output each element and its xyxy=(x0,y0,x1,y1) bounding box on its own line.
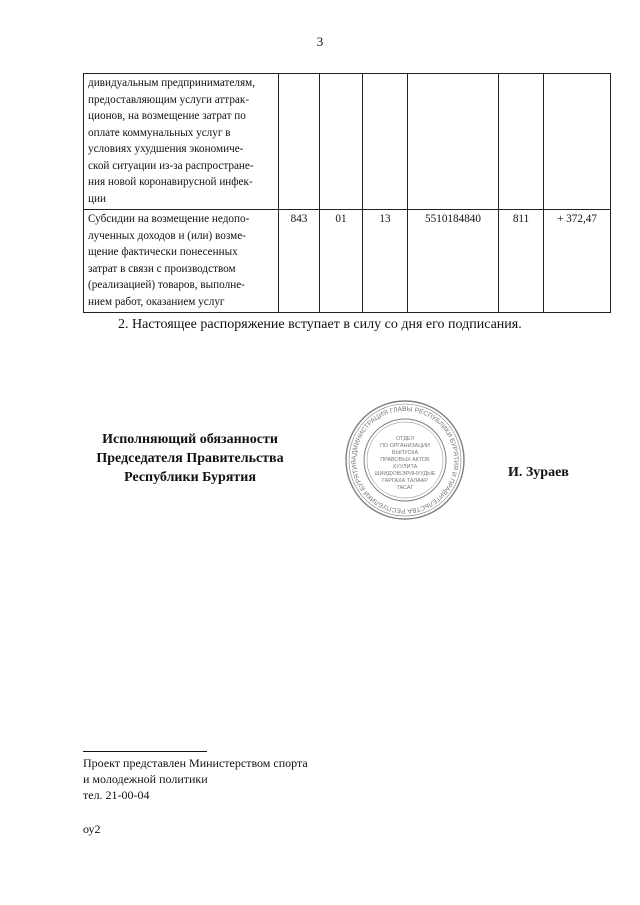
seal-center-line: ГАРГАХА ТАЛААР xyxy=(382,478,428,484)
seal-center-line: ПО ОРГАНИЗАЦИИ xyxy=(380,443,430,449)
footnote-line: Проект представлен Министерством спорта xyxy=(83,756,308,770)
table-cell-csr xyxy=(408,74,499,210)
table-cell-csr: 5510184840 xyxy=(408,210,499,313)
description-line: затрат в связи с производством xyxy=(88,262,236,275)
table-row xyxy=(84,210,611,313)
footnote-line: тел. 21-00-04 xyxy=(83,788,150,802)
description-line: Субсидии на возмещение недопо- xyxy=(88,213,250,225)
description-line: ции xyxy=(88,192,106,205)
description-line: ционов, на возмещение затрат по xyxy=(88,110,246,122)
budget-table xyxy=(83,73,611,313)
official-seal-icon xyxy=(343,398,467,522)
footnote-divider xyxy=(83,751,207,752)
seal-center-line: ПРАВОВЫХ АКТОВ xyxy=(380,457,430,463)
table-cell-rz: 01 xyxy=(320,210,363,313)
seal-center-line: ОТДЕЛ xyxy=(395,436,415,442)
document-code: оу2 xyxy=(83,822,101,836)
table-cell-sum xyxy=(544,74,611,210)
signer-title-line: Председателя Правительства xyxy=(96,451,284,466)
signer-name: И. Зураев xyxy=(508,465,569,480)
description-line: (реализацией) товаров, выполне- xyxy=(88,279,245,291)
seal-center-line: ВЫПУСКА xyxy=(391,450,419,456)
table-cell-description xyxy=(84,74,279,210)
seal-center-line: ХУУЛИТА xyxy=(392,464,418,470)
seal-center-line: ТАСАГ xyxy=(396,485,414,491)
description-line: щение фактически понесенных xyxy=(88,246,238,258)
table-cell-pr: 13 xyxy=(363,210,408,313)
description-line: предоставляющим услуги аттрак- xyxy=(88,93,250,106)
description-line: оплате коммунальных услуг в xyxy=(88,126,231,139)
description-line: ской ситуации из-за распростране- xyxy=(88,159,254,172)
effective-date-paragraph: 2. Настоящее распоряжение вступает в силу со дня его подписания. xyxy=(118,317,522,332)
table-cell-description xyxy=(84,210,279,313)
description-line: нием работ, оказанием услуг xyxy=(88,295,225,308)
table-cell-vr: 811 xyxy=(499,210,544,313)
seal-center-line: ШИИДХЭБЭРИНУУДЫЕ xyxy=(374,471,436,477)
footnote xyxy=(83,755,308,803)
table-cell-gr: 843 xyxy=(279,210,320,313)
table-cell-rz xyxy=(320,74,363,210)
seal-ring-text: АДМИНИСТРАЦИЯ ГЛАВЫ РЕСПУБЛИКИ БУРЯТИЯ И ПРАВИТЕЛЬСТВА РЕСПУБЛИКИ БУРЯТИЯ xyxy=(350,405,460,515)
table-cell-vr xyxy=(499,74,544,210)
signer-title-line: Республики Бурятия xyxy=(124,470,256,485)
description-line: условиях ухудшения экономиче- xyxy=(88,143,244,155)
signer-title-line: Исполняющий обязанности xyxy=(102,432,278,447)
table-cell-gr xyxy=(279,74,320,210)
table-row xyxy=(84,74,611,210)
footnote-line: и молодежной политики xyxy=(83,772,208,786)
page-number: 3 xyxy=(316,34,324,49)
description-line: дивидуальным предпринимателям, xyxy=(88,77,255,89)
signer-title xyxy=(80,430,300,487)
table-cell-sum: + 372,47 xyxy=(544,210,611,313)
table-cell-pr xyxy=(363,74,408,210)
description-line: лученных доходов и (или) возме- xyxy=(88,229,246,242)
description-line: ния новой коронавирусной инфек- xyxy=(88,176,253,188)
